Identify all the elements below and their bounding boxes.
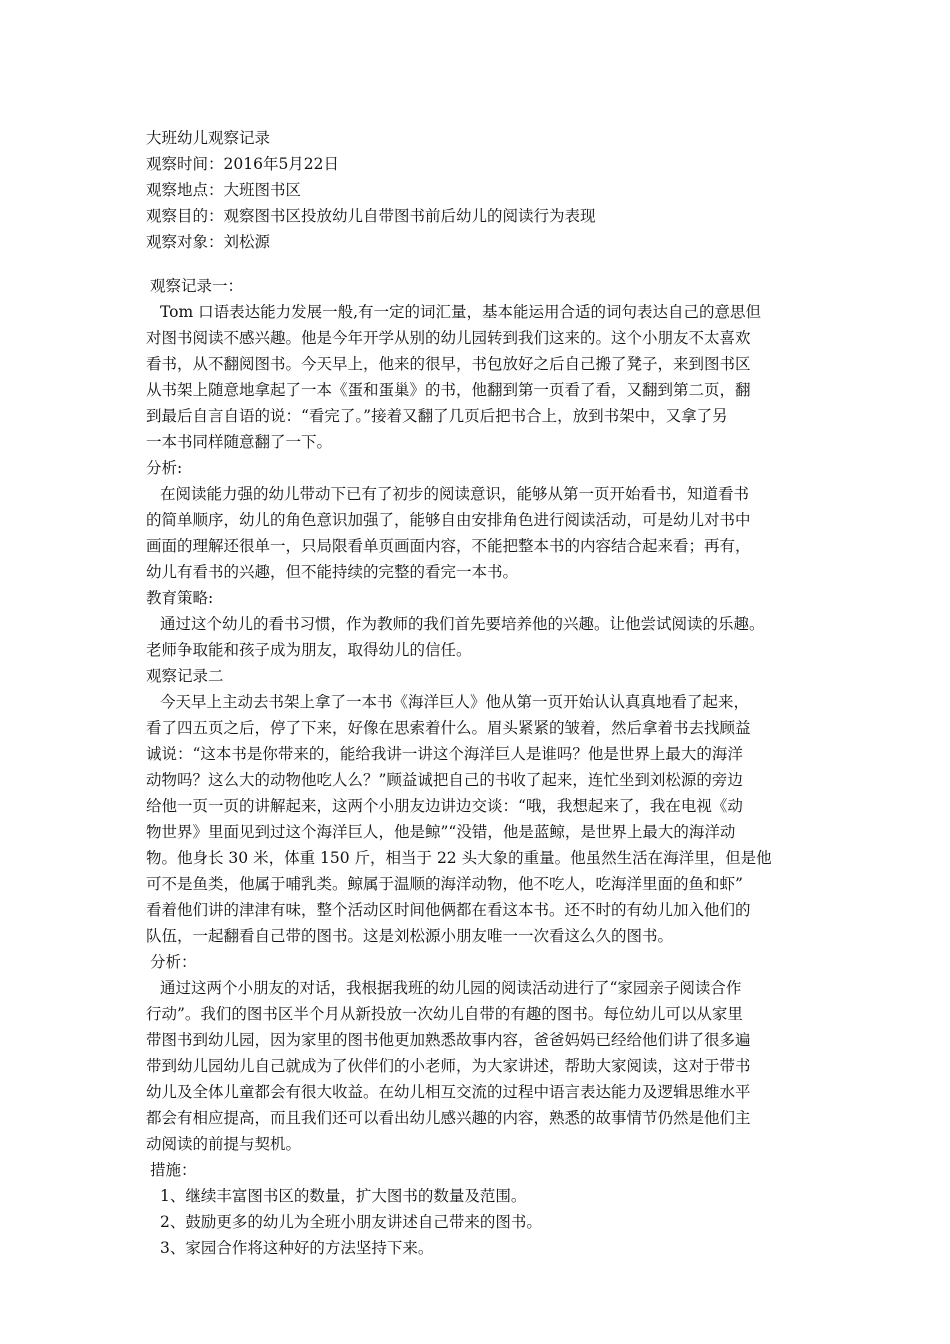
observation-subject: 观察对象：刘松源 xyxy=(146,233,271,251)
measure-item: 3、家园合作将这种好的方法坚持下来。 xyxy=(160,1239,434,1257)
record1-analysis xyxy=(146,481,836,585)
record1-line: Tom 口语表达能力发展一般,有一定的词汇量，基本能运用合适的词句表达自己的意思但 xyxy=(160,303,762,321)
analysis-line: 在阅读能力强的幼儿带动下已有了初步的阅读意识，能够从第一页开始看书，知道看书 xyxy=(160,485,750,503)
strategy-heading: 教育策略: xyxy=(146,589,214,607)
measure-item: 2、鼓励更多的幼儿为全班小朋友讲述自己带来的图书。 xyxy=(160,1213,542,1231)
measures-heading: 措施： xyxy=(150,1161,197,1179)
record2-line: 今天早上主动去书架上拿了一本书《海洋巨人》他从第一页开始认认真真地看了起来， xyxy=(160,693,750,711)
record2-line: 可不是鱼类，他属于哺乳类。鲸属于温顺的海洋动物，他不吃人，吃海洋里面的鱼和虾” xyxy=(146,875,743,893)
record2-analysis-heading: 分析： xyxy=(150,953,197,971)
strategy-line: 通过这个幼儿的看书习惯，作为教师的我们首先要培养他的兴趣。让他尝试阅读的乐趣。 xyxy=(160,615,765,633)
measures-list xyxy=(146,1183,836,1261)
record2-line: 动物吗？这么大的动物他吃人么？”顾益诚把自己的书收了起来，连忙坐到刘松源的旁边 xyxy=(146,771,743,789)
analysis-line: 通过这两个小朋友的对话，我根据我班的幼儿园的阅读活动进行了“家园亲子阅读合作 xyxy=(160,979,742,997)
record1-heading: 观察记录一： xyxy=(150,277,244,295)
analysis-line: 的简单顺序，幼儿的角色意识加强了，能够自由安排角色进行阅读活动，可是幼儿对书中 xyxy=(146,511,751,529)
analysis-line: 画面的理解还很单一，只局限看单页画面内容，不能把整本书的内容结合起来看；再有， xyxy=(146,537,751,555)
analysis-line: 都会有相应提高，而且我们还可以看出幼儿感兴趣的内容，熟悉的故事情节仍然是他们主 xyxy=(146,1109,751,1127)
document-page xyxy=(146,125,836,1261)
record2-analysis xyxy=(146,975,836,1157)
record1-line: 一本书同样随意翻了一下。 xyxy=(146,433,333,451)
analysis-line: 行动”。我们的图书区半个月从新投放一次幼儿自带的有趣的图书。每位幼儿可以从家里 xyxy=(146,1005,743,1023)
record2-line: 给他一页一页的讲解起来，这两个小朋友边讲边交谈：“哦，我想起来了，我在电视《动 xyxy=(146,797,743,815)
record1-line: 到最后自言自语的说：“看完了。”接着又翻了几页后把书合上，放到书架中，又拿了另 xyxy=(146,407,728,425)
record1-body xyxy=(146,299,836,455)
record1-line: 从书架上随意地拿起了一本《蛋和蛋巢》的书，他翻到第一页看了看，又翻到第二页，翻 xyxy=(146,381,751,399)
strategy-body xyxy=(146,611,836,663)
record2-heading: 观察记录二 xyxy=(146,667,224,685)
analysis-line: 带到幼儿园幼儿自己就成为了伙伴们的小老师，为大家讲述，帮助大家阅读，这对于带书 xyxy=(146,1057,751,1075)
measure-item: 1、继续丰富图书区的数量，扩大图书的数量及范围。 xyxy=(160,1187,527,1205)
document-title: 大班幼儿观察记录 xyxy=(146,129,271,147)
record2-line: 看着他们讲的津津有味，整个活动区时间他俩都在看这本书。还不时的有幼儿加入他们的 xyxy=(146,901,751,919)
observation-time: 观察时间：2016年5月22日 xyxy=(146,155,340,173)
analysis-line: 幼儿有看书的兴趣，但不能持续的完整的看完一本书。 xyxy=(146,563,519,581)
record1-line: 看书，从不翻阅图书。今天早上，他来的很早，书包放好之后自己搬了凳子，来到图书区 xyxy=(146,355,751,373)
observation-place: 观察地点：大班图书区 xyxy=(146,181,302,199)
strategy-line: 老师争取能和孩子成为朋友，取得幼儿的信任。 xyxy=(146,641,472,659)
record2-line: 看了四五页之后，停了下来，好像在思索着什么。眉头紧紧的皱着，然后拿着书去找顾益 xyxy=(146,719,751,737)
record1-analysis-heading: 分析: xyxy=(146,459,183,477)
analysis-line: 带图书到幼儿园，因为家里的图书他更加熟悉故事内容，爸爸妈妈已经给他们讲了很多遍 xyxy=(146,1031,751,1049)
record2-line: 物。他身长 30 米，体重 150 斤，相当于 22 头大象的重量。他虽然生活在海洋里，但是他 xyxy=(146,849,772,867)
analysis-line: 动阅读的前提与契机。 xyxy=(146,1135,302,1153)
observation-purpose: 观察目的：观察图书区投放幼儿自带图书前后幼儿的阅读行为表现 xyxy=(146,207,596,225)
record2-line: 队伍，一起翻看自己带的图书。这是刘松源小朋友唯一一次看这么久的图书。 xyxy=(146,927,674,945)
record1-line: 对图书阅读不感兴趣。他是今年开学从别的幼儿园转到我们这来的。这个小朋友不太喜欢 xyxy=(146,329,751,347)
analysis-line: 幼儿及全体儿童都会有很大收益。在幼儿相互交流的过程中语言表达能力及逻辑思维水平 xyxy=(146,1083,751,1101)
record2-line: 物世界》里面见到过这个海洋巨人，他是鲸”“没错，他是蓝鲸，是世界上最大的海洋动 xyxy=(146,823,736,841)
record2-body xyxy=(146,689,836,949)
record2-line: 诚说：“这本书是你带来的，能给我讲一讲这个海洋巨人是谁吗？他是世界上最大的海洋 xyxy=(146,745,743,763)
